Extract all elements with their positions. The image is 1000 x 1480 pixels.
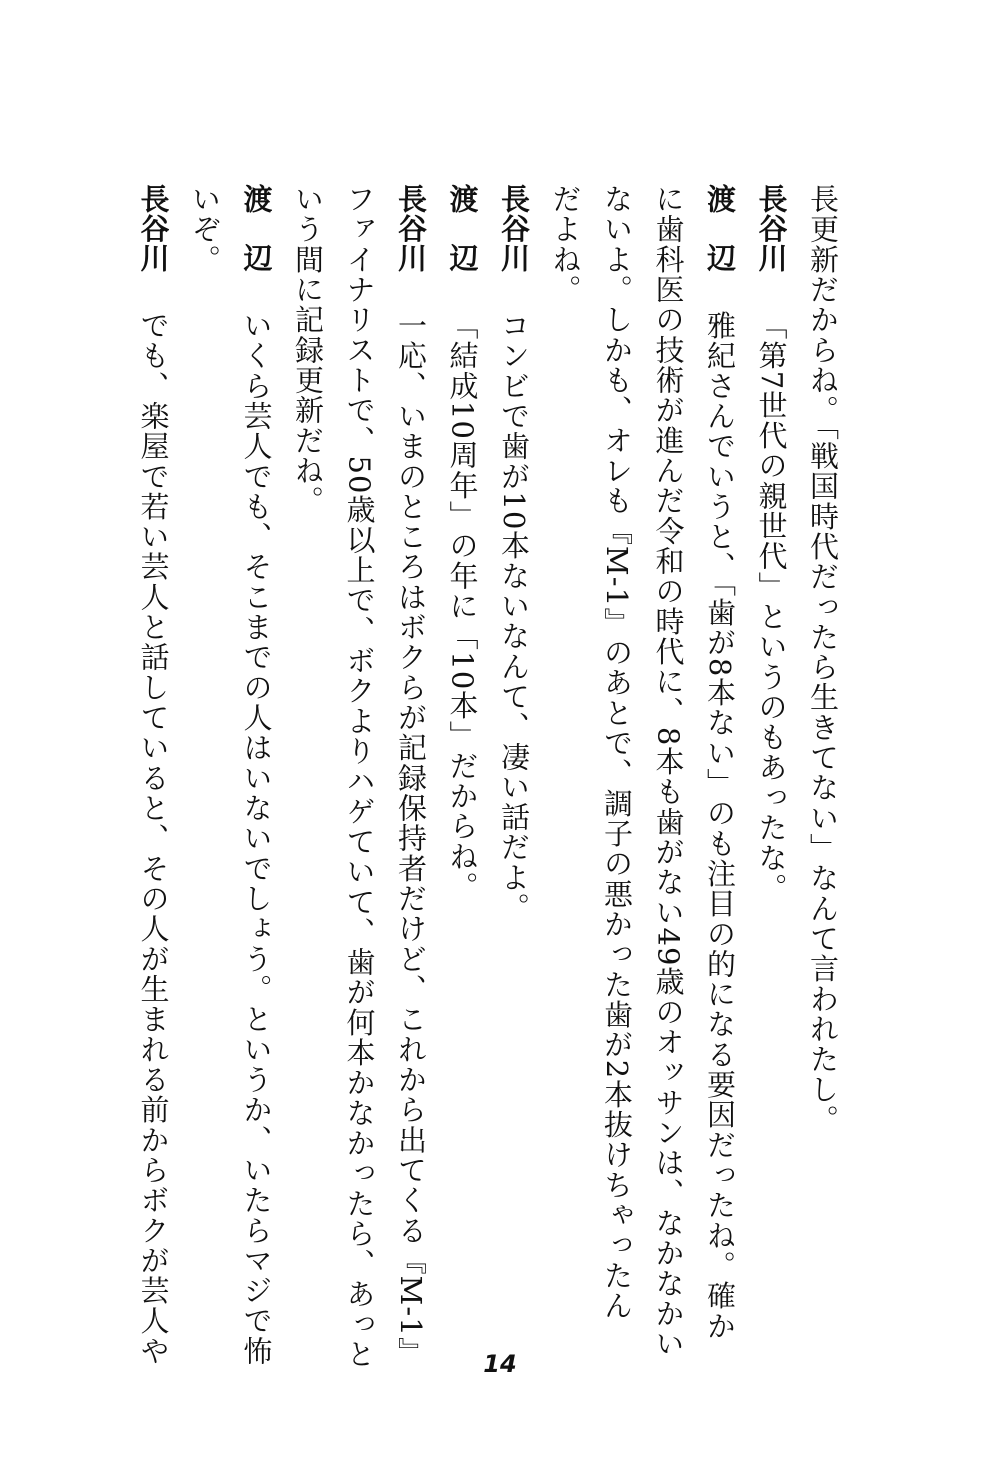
line-text: いう間に記録更新だね。 xyxy=(291,184,325,516)
text-line xyxy=(642,184,694,1359)
text-line xyxy=(797,184,849,1294)
text-line xyxy=(539,184,591,1294)
line-text: 長更新だからね。「戦国時代だったら生きてない」なんて言われたし。 xyxy=(806,184,840,1135)
speaker-name: 長谷川 xyxy=(394,184,428,273)
line-text: いぞ。 xyxy=(188,184,222,275)
speaker-name: 長谷川 xyxy=(136,184,171,273)
text-line xyxy=(282,184,334,1294)
line-text: でも、楽屋で若い芸人と話していると、その人が生まれる前からボクが芸人や xyxy=(136,310,171,1367)
line-text: 雅紀さんでいうと、「歯が8本ない」のも注目の的になる要因だったね。確か xyxy=(703,310,737,1341)
text-line xyxy=(179,184,231,1294)
line-text: に歯科医の技術が進んだ令和の時代に、8本も歯がない49歳のオッサンは、なかなかい xyxy=(651,184,686,1359)
text-line xyxy=(127,184,179,1367)
text-line xyxy=(436,184,488,1294)
line-text: ファイナリストで、50歳以上で、ボクよりハゲていて、歯が何本かなかったら、あっと xyxy=(342,184,377,1370)
line-text: だよね。 xyxy=(548,184,583,305)
speaker-name: 長谷川 xyxy=(497,184,531,273)
text-line xyxy=(694,184,746,1341)
line-text: 「第7世代の親世代」というのもあったな。 xyxy=(754,310,789,904)
line-text: 「結成10周年」の年に「10本」だからね。 xyxy=(445,310,480,902)
text-line xyxy=(745,184,797,1294)
speaker-name: 渡 辺 xyxy=(445,184,480,273)
speaker-name: 長谷川 xyxy=(754,184,789,273)
speaker-name: 渡 辺 xyxy=(703,184,737,273)
speaker-name: 渡 辺 xyxy=(239,184,274,273)
line-text: コンビで歯が10本ないなんて、凄い話だよ。 xyxy=(497,310,531,923)
line-text: ないよ。しかも、オレも『M‐1』のあとで、調子の悪かった歯が2本抜けちゃったん xyxy=(600,184,634,1321)
page-number: 14 xyxy=(483,1350,517,1378)
text-line xyxy=(488,184,540,1294)
text-line xyxy=(591,184,643,1321)
line-text: 一応、いまのところはボクらが記録保持者だけど、これから出てくる『M‐1』 xyxy=(394,310,428,1368)
text-line xyxy=(385,184,437,1368)
text-line xyxy=(333,184,385,1370)
text-line xyxy=(230,184,282,1367)
line-text: いくら芸人でも、そこまでの人はいないでしょう。というか、いたらマジで怖 xyxy=(239,310,274,1367)
